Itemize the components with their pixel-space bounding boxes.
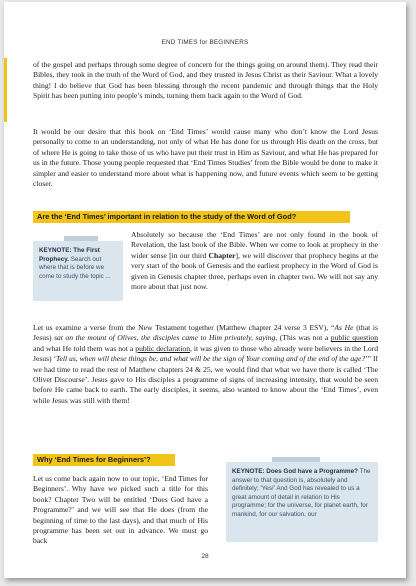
p4-s6: public question xyxy=(330,333,378,343)
paragraph-1: of the gospel and perhaps through some degree of concern for the things going on around them). They read their Bibles, they took in the truth of the Word of God, and they trusted in Jesus Christ as their Saviour. What a lovely thing! I do believe that God has been blessing through the recent pandemic and through things that the Holy Spirit has been putting into people’s minds, turning them back again to the Word of God. xyxy=(33,60,378,101)
paragraph-3-text-end: ], we will discover that prophecy begins at the very start of the book of Genesis and the earliest prophecy in the Word of God is given in Genesis chapter three, perhaps even in chapter two. We will not say any more about that just now. xyxy=(131,250,378,292)
paragraph-4 xyxy=(33,323,378,406)
p4-s5: , (This was not a xyxy=(275,333,331,343)
book-page xyxy=(4,2,406,578)
keynote-box-programme xyxy=(226,462,378,542)
p4-s9: , it was given to those who already were believers in the Lord Jesus) ‘ xyxy=(33,343,378,364)
section-heading-2: Why ‘End Times for Beginners’? xyxy=(33,454,175,466)
paragraph-2: It would be our desire that this book on ‘End Times’ would cause many who don’t know the Lord Jesus personally to come to an understanding, not only of what He has done for us through His death on the cross, but of where He is going to take those of us who have put their trust in Him as Saviour, and what He has prepared for us in the future. Those young people requested that ‘End Times Studies’ from the Bible would be done to make it simpler and easier to understand more about what is happening now, and future events which seem to be getting closer. xyxy=(33,127,378,189)
page-number: 28 xyxy=(201,553,209,560)
p4-s8: public declaration xyxy=(135,343,190,353)
running-head: END TIMES for BEGINNERS xyxy=(161,39,249,46)
p4-s10: Tell us, when will these things be, and what will be the sign of Your coming and of the end of the age? xyxy=(56,354,366,364)
p4-s3: (that is Jesus) xyxy=(33,323,378,343)
p4-s4: sat on the mount of Olives, the disciples came to Him privately, saying xyxy=(54,333,276,343)
keynote-text: Search out where that is before we come to study the topic ... xyxy=(39,255,111,280)
section-heading-1: Are the ‘End Times’ important in relation to the study of the Word of God? xyxy=(33,211,350,223)
keynote-title: KEYNOTE: The First Prophecy. xyxy=(39,247,100,263)
p4-s1: Let us examine a verse from the New Testament together (Matthew chapter 24 verse 3 ESV), “ xyxy=(33,323,335,332)
paragraph-3 xyxy=(131,230,378,292)
keynote-text-2: The answer to that question is, absolutely and definitely; ‘Yes!’ And God has revealed to us a great amount of detail in relation to His programme; for the universe, for planet earth, for mankind, for our salvation, our xyxy=(232,468,371,518)
keynote-title-2: KEYNOTE: Does God have a Programme? xyxy=(232,468,358,475)
p4-s11: ’” If we had time to read the rest of Matthew chapters 24 & 25, we would find that what we have there is called ‘The Olivet Discourse’. Jesus gave to His disciples a programme of signs of increasing intensity, that would be seen before He came back to earth. The early disciples, it seems, also wanted to know about the ‘End Times’, even while Jesus was still with them! xyxy=(33,354,378,405)
keynote-box-first-prophecy xyxy=(33,241,123,301)
paragraph-5: Let us come back again now to our topic, ‘End Times for Beginners’. Why have we picked such a title for this book? Chapter Two will be entitled ‘Does God have a Programme?’ and we will see that He does (from the beginning of time to the last days), and that much of His programme has been set out in advance. We must go back xyxy=(33,474,208,546)
paragraph-3-text: Absolutely so because the ‘End Times’ are not only found in the book of Revelation, the last book of the Bible. When we come to look at prophecy in the wider sense [in our third xyxy=(131,230,378,260)
p4-s2: As He xyxy=(334,323,354,332)
p4-s7: and what He told them was not a xyxy=(33,343,136,353)
accent-bar xyxy=(4,58,7,122)
chapter-emphasis: Chapter xyxy=(208,250,236,260)
